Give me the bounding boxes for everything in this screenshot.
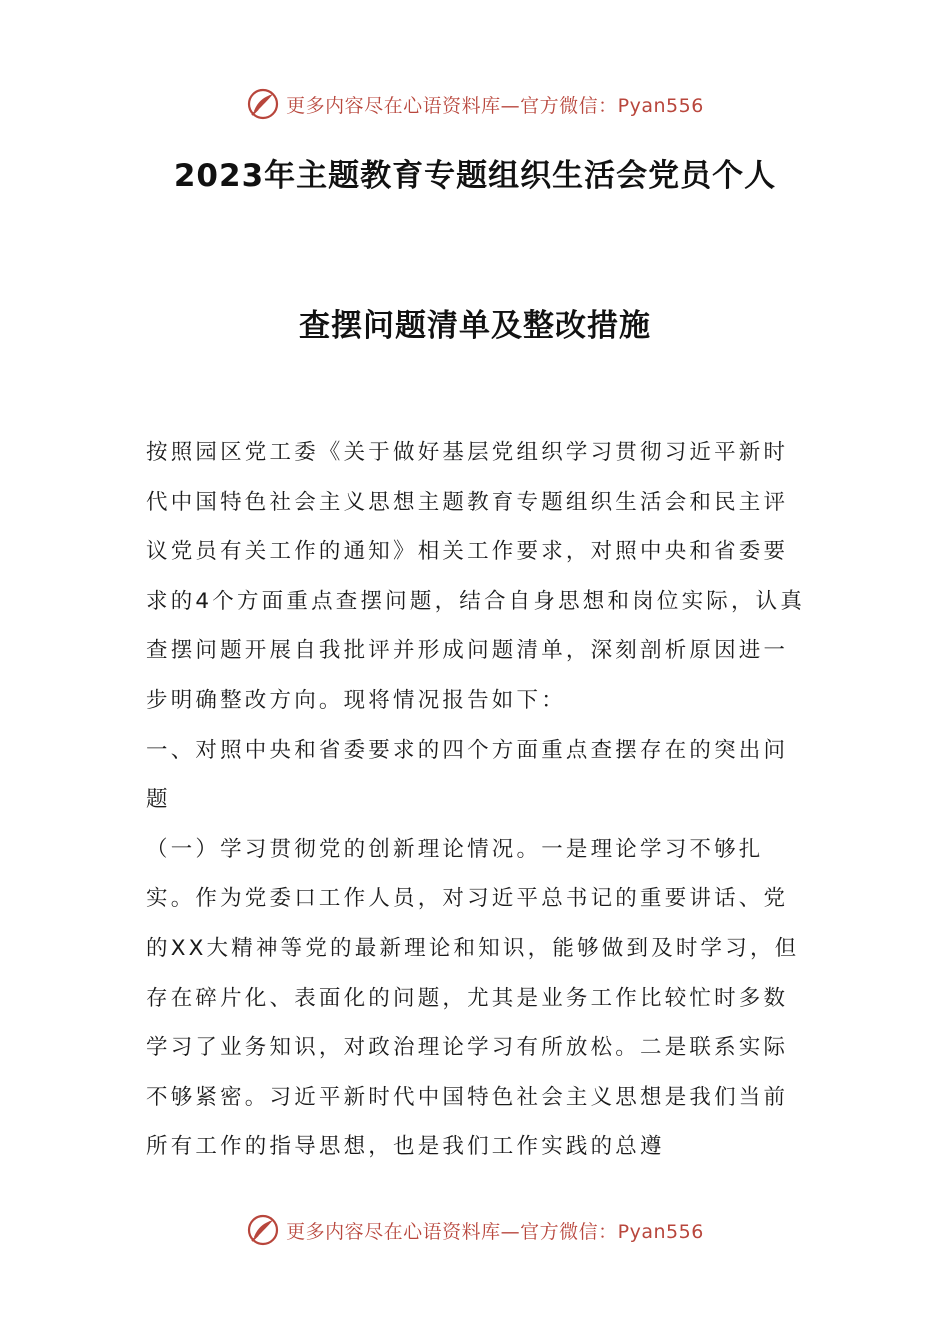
body-paragraph-intro: 按照园区党工委《关于做好基层党组织学习贯彻习近平新时代中国特色社会主义思想主题教育专题组织生活会和民主评议党员有关工作的通知》相关工作要求，对照中央和省委要求的4个方面重点查摆问题，结合自身思想和岗位实际，认真查摆问题开展自我批评并形成问题清单，深刻剖析原因进一步明确整改方向。现将情况报告如下： (146, 440, 806, 713)
document-title-line1: 2023年主题教育专题组织生活会党员个人 (173, 158, 777, 194)
header-banner-text: 更多内容尽在心语资料库—官方微信：Pyan556 (286, 94, 704, 117)
header-banner (0, 84, 950, 124)
pen-logo-icon (246, 1213, 280, 1247)
pen-logo-icon (246, 87, 280, 121)
document-body (146, 428, 811, 1172)
document-title-line2: 查摆问题清单及整改措施 (299, 308, 651, 344)
section-heading-1: 一、对照中央和省委要求的四个方面重点查摆存在的突出问题 (146, 737, 789, 813)
footer-banner-text: 更多内容尽在心语资料库—官方微信：Pyan556 (286, 1220, 704, 1243)
body-paragraph-subsection-1: （一）学习贯彻党的创新理论情况。一是理论学习不够扎实。作为党委口工作人员，对习近平总书记的重要讲话、党的XX大精神等党的最新理论和知识，能够做到及时学习，但存在碎片化、表面化的问题，尤其是业务工作比较忙时多数学习了业务知识，对政治理论学习有所放松。二是联系实际不够紧密。习近平新时代中国特色社会主义思想是我们当前所有工作的指导思想，也是我们工作实践的总遵 (146, 836, 800, 1160)
footer-banner (0, 1210, 950, 1250)
